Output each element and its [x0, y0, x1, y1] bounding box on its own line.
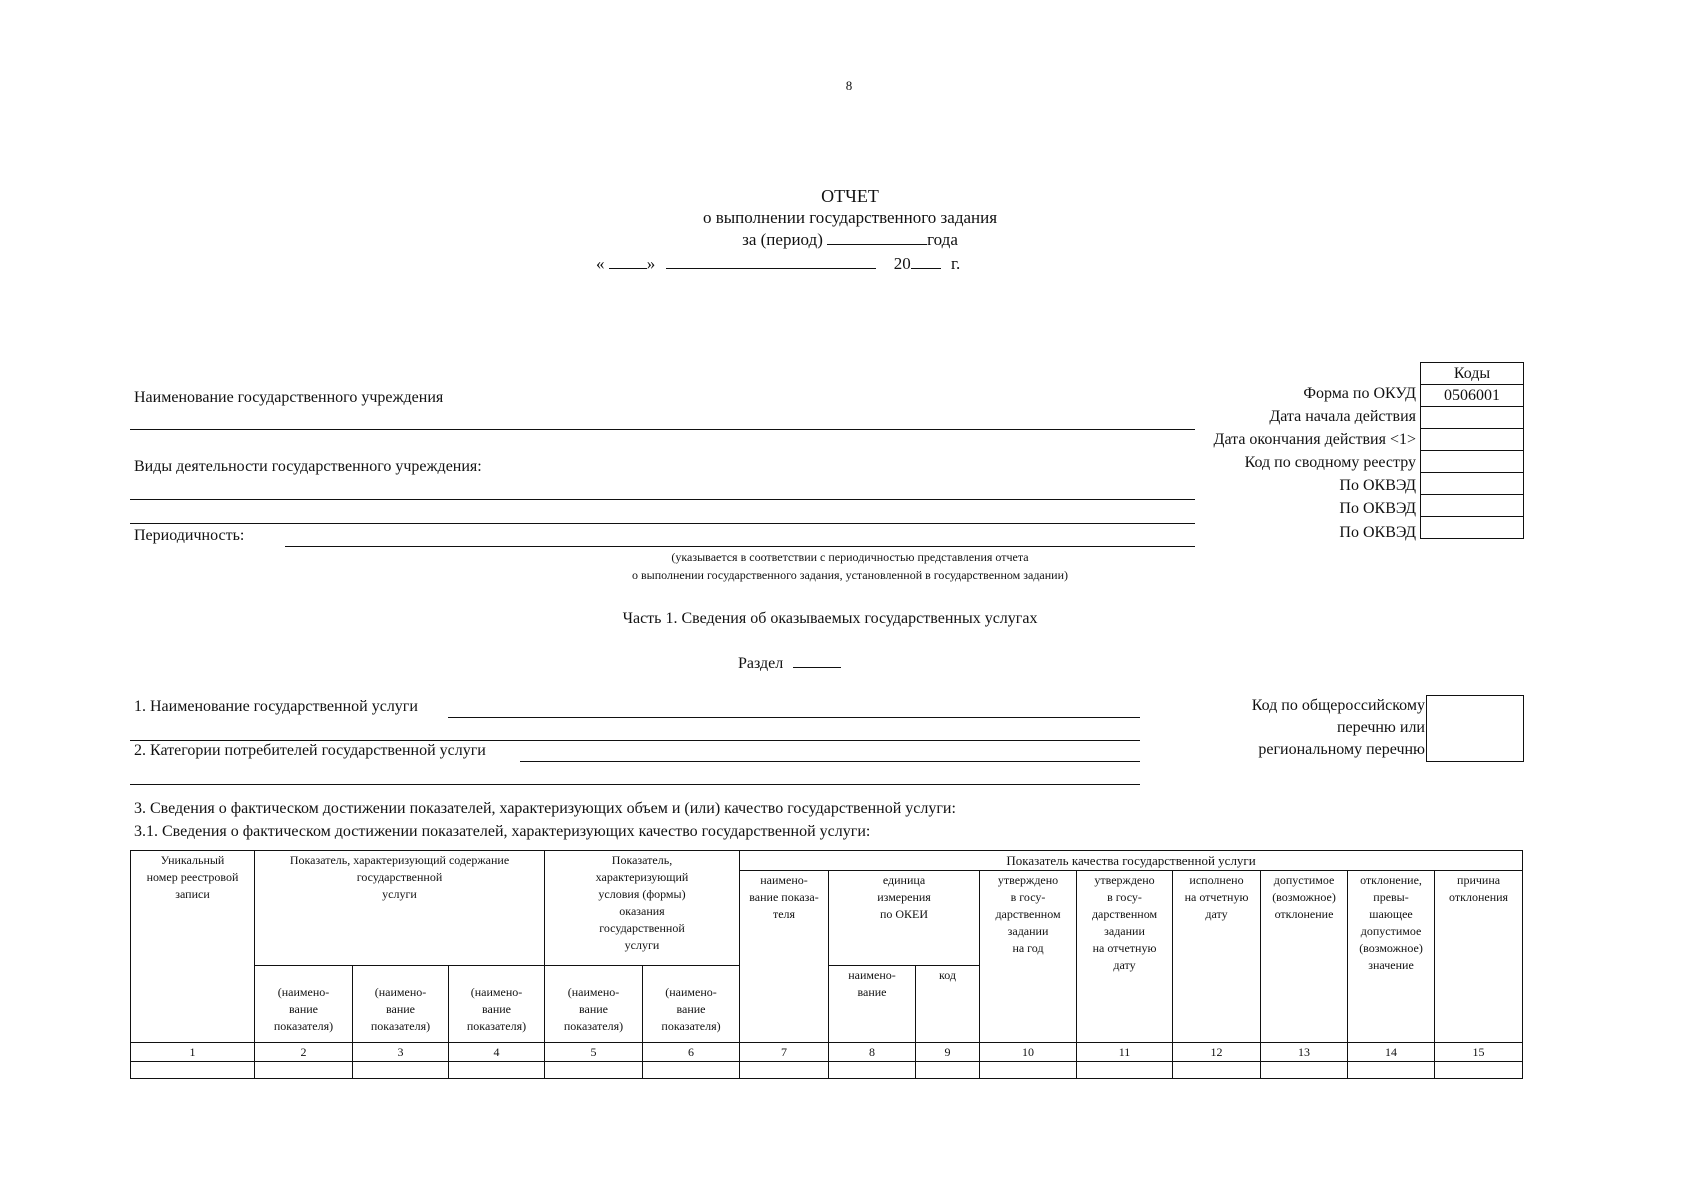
- activity-types-label: Виды деятельности государственного учреждения:: [134, 458, 482, 475]
- col-content-indicator: Показатель, характеризующий содержание государственной услуги: [255, 851, 545, 966]
- table-cell[interactable]: [1435, 1062, 1523, 1079]
- col-num: 11: [1077, 1043, 1173, 1062]
- code-label-end-date: Дата окончания действия <1>: [1213, 431, 1416, 448]
- codes-header: Коды: [1421, 363, 1524, 385]
- col-approved-date: утверждено в госу- дарственном задании на отчетную дату: [1077, 871, 1173, 1043]
- table-cell[interactable]: [740, 1062, 829, 1079]
- column-numbers-row: [131, 1043, 1523, 1062]
- part1-title: Часть 1. Сведения об оказываемых государственных услугах: [622, 610, 1038, 627]
- col-num: 6: [643, 1043, 740, 1062]
- periodicity-line[interactable]: [285, 546, 1195, 547]
- col-num: 3: [353, 1043, 449, 1062]
- table-cell[interactable]: [916, 1062, 980, 1079]
- col-condition-indicator-2: (наимено- вание показателя): [643, 966, 740, 1043]
- report-date: « » 20 г.: [596, 254, 961, 273]
- code-label-okud: Форма по ОКУД: [1303, 385, 1416, 402]
- col-num: 1: [131, 1043, 255, 1062]
- table-cell[interactable]: [545, 1062, 643, 1079]
- report-title: ОТЧЕТ: [821, 186, 879, 206]
- col-content-indicator-1: (наимено- вание показателя): [255, 966, 353, 1043]
- activity-types-line-1[interactable]: [130, 499, 1195, 500]
- table-cell[interactable]: [643, 1062, 740, 1079]
- period-field[interactable]: [827, 230, 927, 245]
- col-okei-code: код: [916, 966, 980, 1043]
- table-cell[interactable]: [449, 1062, 545, 1079]
- table-cell[interactable]: [353, 1062, 449, 1079]
- activity-types-line-2[interactable]: [130, 523, 1195, 524]
- col-exceeding-deviation: отклонение, превы- шающее допустимое (возможное) значение: [1348, 871, 1435, 1043]
- col-approved-year: утверждено в госу- дарственном задании на год: [980, 871, 1077, 1043]
- col-content-indicator-3: (наимено- вание показателя): [449, 966, 545, 1043]
- col-num: 15: [1435, 1043, 1523, 1062]
- code-registry-value[interactable]: [1421, 451, 1524, 473]
- col-num: 9: [916, 1043, 980, 1062]
- day-field[interactable]: [609, 254, 647, 269]
- service-code-box[interactable]: [1426, 695, 1524, 762]
- col-condition-indicator-1: (наимено- вание показателя): [545, 966, 643, 1043]
- institution-name-line[interactable]: [130, 429, 1195, 430]
- code-okved-3-value[interactable]: [1421, 517, 1524, 539]
- institution-name-label: Наименование государственного учреждения: [134, 389, 444, 406]
- service-code-label-1: Код по общероссийскому: [1251, 697, 1425, 714]
- code-end-date-value[interactable]: [1421, 429, 1524, 451]
- col-num: 5: [545, 1043, 643, 1062]
- col-condition-indicator: Показатель, характеризующий условия (формы) оказания государственной услуги: [545, 851, 740, 966]
- code-label-registry: Код по сводному реестру: [1244, 454, 1416, 471]
- col-allowed-deviation: допустимое (возможное) отклонение: [1261, 871, 1348, 1043]
- col-unique-number: Уникальный номер реестровой записи: [131, 851, 255, 1043]
- col-num: 7: [740, 1043, 829, 1062]
- service-code-label-2: перечню или: [1336, 719, 1425, 736]
- code-label-okved-2: По ОКВЭД: [1339, 500, 1416, 517]
- col-okei-name: наимено- вание: [829, 966, 916, 1043]
- codes-table: [1420, 362, 1524, 539]
- table-cell[interactable]: [131, 1062, 255, 1079]
- col-indicator-name: наимено- вание показа- теля: [740, 871, 829, 1043]
- report-period: за (период) года: [742, 230, 958, 249]
- periodicity-note-1: (указывается в соответствии с периодичностью представления отчета: [671, 550, 1029, 564]
- code-label-okved-3: По ОКВЭД: [1339, 524, 1416, 541]
- service-name-line-1[interactable]: [448, 717, 1140, 718]
- section-label: Раздел: [738, 653, 841, 673]
- col-quality-indicator: Показатель качества государственной услуги: [740, 851, 1523, 871]
- col-num: 2: [255, 1043, 353, 1062]
- item31-label: 3.1. Сведения о фактическом достижении показателей, характеризующих качество государственной услуги:: [134, 823, 871, 840]
- code-start-date-value[interactable]: [1421, 407, 1524, 429]
- table-cell[interactable]: [980, 1062, 1077, 1079]
- col-num: 13: [1261, 1043, 1348, 1062]
- col-content-indicator-2: (наимено- вание показателя): [353, 966, 449, 1043]
- col-num: 12: [1173, 1043, 1261, 1062]
- table-cell[interactable]: [1077, 1062, 1173, 1079]
- table-cell[interactable]: [1348, 1062, 1435, 1079]
- col-num: 10: [980, 1043, 1077, 1062]
- table-cell[interactable]: [255, 1062, 353, 1079]
- item3-label: 3. Сведения о фактическом достижении показателей, характеризующих объем и (или) качество государственной услуги:: [134, 800, 956, 817]
- consumers-line-1[interactable]: [520, 761, 1140, 762]
- table-cell[interactable]: [829, 1062, 916, 1079]
- page-number: 8: [845, 78, 853, 93]
- year-field[interactable]: [911, 254, 941, 269]
- month-field[interactable]: [666, 254, 876, 269]
- code-label-okved-1: По ОКВЭД: [1339, 477, 1416, 494]
- code-label-start-date: Дата начала действия: [1269, 408, 1416, 425]
- quality-table: [130, 850, 1523, 1079]
- table-cell[interactable]: [1173, 1062, 1261, 1079]
- col-deviation-reason: причина отклонения: [1435, 871, 1523, 1043]
- col-num: 14: [1348, 1043, 1435, 1062]
- code-okved-2-value[interactable]: [1421, 495, 1524, 517]
- consumers-label: 2. Категории потребителей государственной услуги: [134, 742, 486, 759]
- code-okud-value[interactable]: 0506001: [1421, 385, 1524, 407]
- section-number-field[interactable]: [793, 653, 841, 668]
- service-code-label-3: региональному перечню: [1258, 741, 1425, 758]
- table-row: [131, 1062, 1523, 1079]
- col-num: 8: [829, 1043, 916, 1062]
- consumers-line-2[interactable]: [130, 784, 1140, 785]
- periodicity-note-2: о выполнении государственного задания, установленной в государственном задании): [631, 568, 1069, 582]
- report-subtitle: о выполнении государственного задания: [702, 208, 998, 227]
- code-okved-1-value[interactable]: [1421, 473, 1524, 495]
- service-name-line-2[interactable]: [130, 740, 1140, 741]
- col-num: 4: [449, 1043, 545, 1062]
- service-name-label: 1. Наименование государственной услуги: [134, 698, 418, 715]
- periodicity-label: Периодичность:: [134, 527, 245, 544]
- col-unit-okei: единица измерения по ОКЕИ: [829, 871, 980, 966]
- col-executed: исполнено на отчетную дату: [1173, 871, 1261, 1043]
- table-cell[interactable]: [1261, 1062, 1348, 1079]
